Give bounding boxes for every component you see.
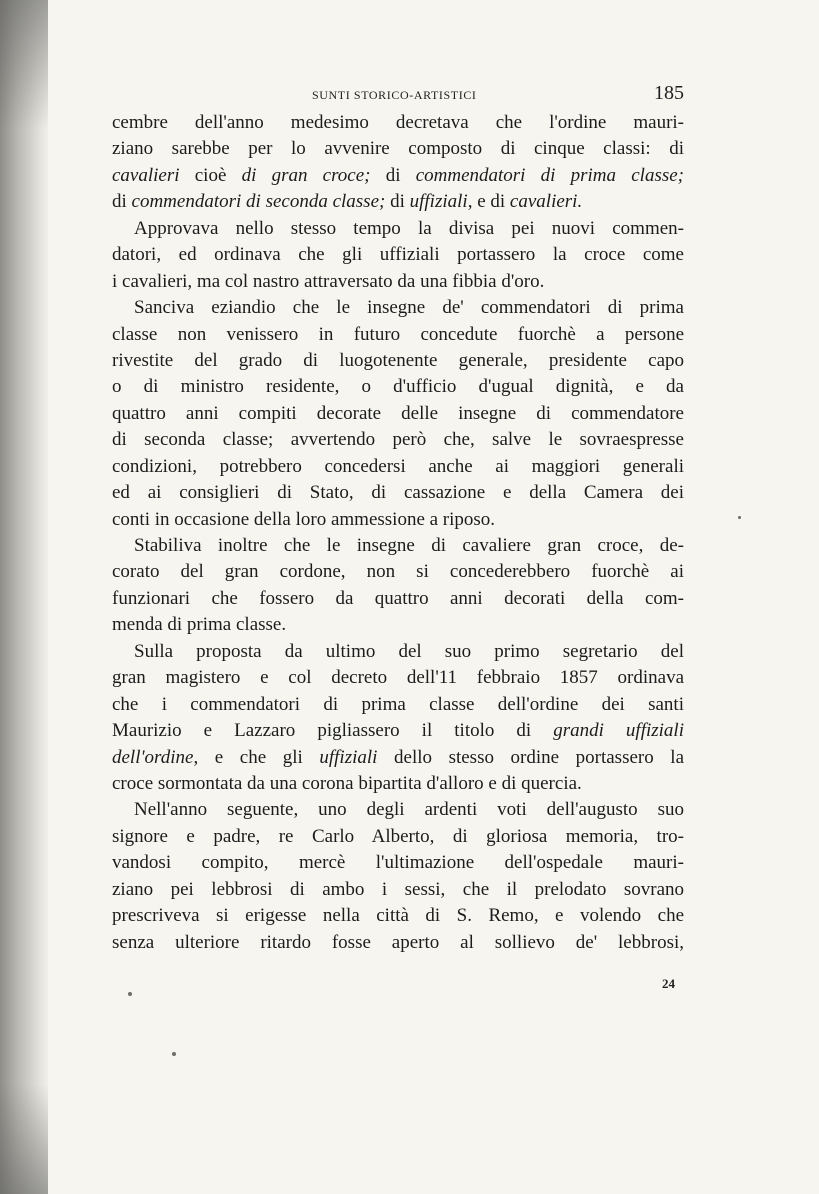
text-run: ziano pei lebbrosi di ambo i sessi, che il prelodato sovrano [112,878,684,900]
running-title: SUNTI STORICO-ARTISTICI [312,88,477,102]
paper-speck [128,992,132,996]
text-line [112,930,684,956]
text-run: funzionari che fossero da quattro anni decorati della com- [112,587,684,609]
text-run: di seconda classe; avvertendo però che, salve le sovraespresse [112,429,684,451]
text-run: prescriveva si erigesse nella città di S. Remo, e volendo che [112,905,684,927]
text-run: rivestite del grado di luogotenente generale, presidente capo [112,349,684,371]
text-line [112,295,684,321]
text-run: senza ulteriore ritardo fosse aperto al sollievo de' lebbrosi, [112,931,684,953]
italic-text: commendatori di prima classe; [415,164,684,186]
text-line [112,692,684,718]
book-gutter-shadow [0,0,48,1194]
gutter-shade-top [0,0,48,130]
text-run: cioè [179,164,242,186]
text-line [112,771,684,797]
text-run: o di ministro residente, o d'ufficio d'ugual dignità, e da [112,376,684,398]
text-run: dello stesso ordine portassero la [377,746,684,768]
signature-mark: 24 [662,976,675,991]
text-run: datori, ed ordinava che gli uffiziali portassero la croce come [112,244,684,266]
text-run: Maurizio e Lazzaro pigliassero il titolo di [112,720,554,742]
text-line [112,612,684,638]
text-line [112,322,684,348]
text-run: conti in occasione della loro ammessione a riposo. [112,508,496,530]
italic-text: uffiziali [319,746,378,768]
italic-text: cavalieri. [509,191,583,213]
text-run: condizioni, potrebbero concedersi anche ai maggiori generali [112,455,684,477]
text-line [112,480,684,506]
text-run: quattro anni compiti decorate delle insegne di commendatore [112,402,684,424]
text-run: gran magistero e col decreto dell'11 febbraio 1857 ordinava [112,667,684,689]
text-run: vandosi compito, mercè l'ultimazione dell'ospedale mauri- [112,852,684,874]
text-line [112,877,684,903]
body-text [112,110,684,956]
text-run: classe non venissero in futuro concedute fuorchè a persone [112,323,684,345]
text-run: Sanciva eziandio che le insegne de' commendatori di prima [134,297,684,319]
text-line [112,189,684,215]
text-line [112,586,684,612]
italic-text: commendatori di seconda classe; [131,191,386,213]
italic-text: dell'ordine [112,746,194,768]
text-line [112,242,684,268]
text-run: ed ai consiglieri di Stato, di cassazione e della Camera dei [112,482,684,504]
text-line [112,427,684,453]
italic-text: cavalieri [112,164,180,186]
text-line [112,110,684,136]
text-line [112,401,684,427]
text-line [112,665,684,691]
text-line [112,718,684,744]
text-line [112,374,684,400]
text-run: di [112,191,132,213]
page-header [112,82,684,108]
text-line [112,507,684,533]
text-run: che i commendatori di prima classe dell'ordine dei santi [112,693,684,715]
text-run: ziano sarebbe per lo avvenire composto di cinque classi: di [112,138,684,160]
text-run: menda di prima classe. [112,614,287,636]
text-line [112,850,684,876]
text-line [112,903,684,929]
text-run: di [370,164,416,186]
text-run: corato del gran cordone, non si concederebbero fuorchè ai [112,561,684,583]
text-run: Nell'anno seguente, uno degli ardenti voti dell'augusto suo [134,799,684,821]
text-line [112,797,684,823]
italic-text: uffiziali [409,191,468,213]
text-line [112,163,684,189]
paper-speck [738,516,741,519]
text-line [112,136,684,162]
text-line [112,454,684,480]
gutter-shade-bottom [0,1084,48,1194]
text-line [112,269,684,295]
text-run: di [385,191,410,213]
italic-text: grandi uffiziali [553,720,684,742]
text-line [112,216,684,242]
text-run: , e che gli [193,746,320,768]
italic-text: di gran croce; [241,164,371,186]
paper-speck [172,1052,176,1056]
text-run: cembre dell'anno medesimo decretava che l'ordine mauri- [112,112,684,133]
text-run: croce sormontata da una corona bipartita d'alloro e di quercia. [112,772,582,794]
text-run: , e di [467,191,510,213]
text-line [112,559,684,585]
text-line [112,745,684,771]
text-run: i cavalieri, ma col nastro attraversato da una fibbia d'oro. [112,270,545,292]
text-line [112,639,684,665]
text-line [112,824,684,850]
text-run: signore e padre, re Carlo Alberto, di gloriosa memoria, tro- [112,825,684,847]
text-run: Stabiliva inoltre che le insegne di cavaliere gran croce, de- [134,535,684,556]
text-run: Approvava nello stesso tempo la divisa pei nuovi commen- [134,217,684,239]
page-number: 185 [654,82,684,104]
text-line [112,348,684,374]
text-run: Sulla proposta da ultimo del suo primo segretario del [134,640,684,662]
text-line [112,533,684,559]
